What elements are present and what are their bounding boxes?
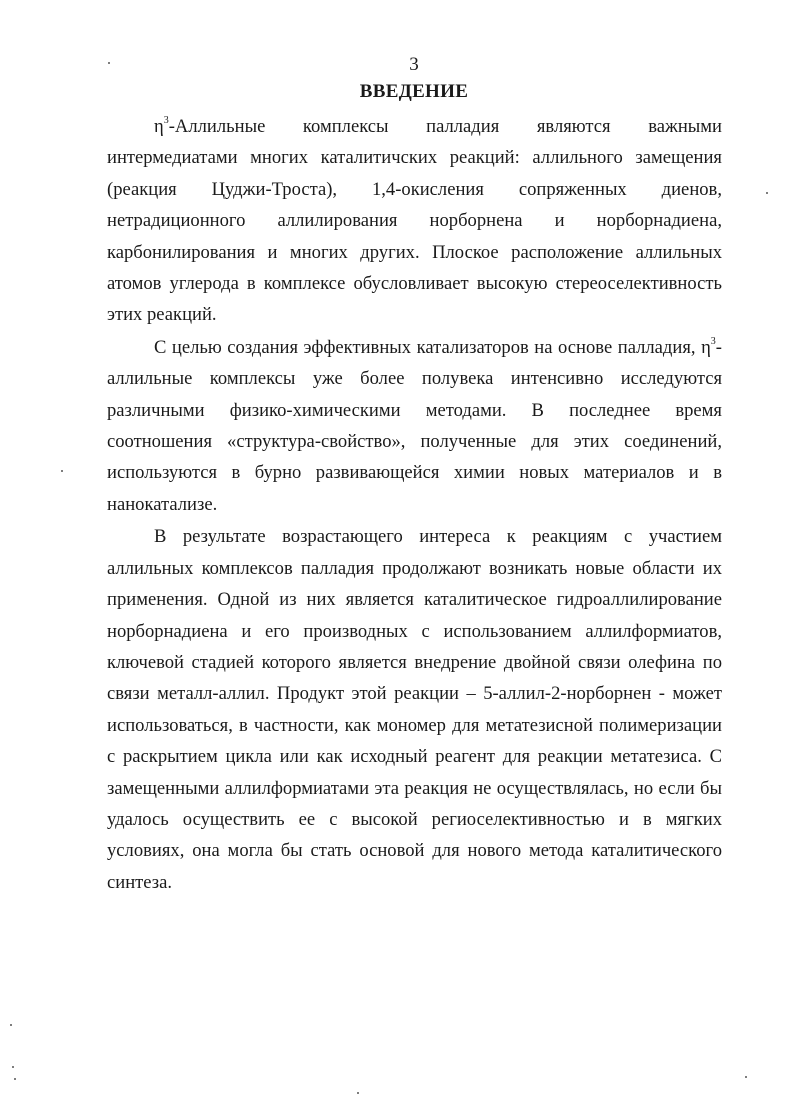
hapticity-superscript: 3 — [710, 335, 716, 347]
scan-speck — [766, 192, 768, 194]
paragraph-2 — [107, 332, 722, 520]
scan-speck — [357, 1092, 359, 1094]
scan-speck — [745, 1076, 747, 1078]
section-title: ВВЕДЕНИЕ — [359, 81, 469, 102]
paragraph-3-text: В результате возрастающего интереса к реакциям с участием аллильных комплексов палладия продолжают возникать новые области их применения. Одной из них является каталитическое гидроаллилирование норборнадиена и его производных с использованием аллилформиатов, ключевой стадией которого является внедрение двойной связи олефина по связи металл-аллил. Продукт этой реакции – 5-аллил-2-норборнен - может использоваться, в частности, как мономер для метатезисной полимеризации с раскрытием цикла или как исходный реагент для реакции метатезиса. С замещенными аллилформиатами эта реакция не осуществлялась, но если бы удалось осуществить ее с высокой региоселективностью и в мягких условиях, она могла бы стать основой для нового метода каталитического синтеза. — [107, 526, 722, 893]
hapticity-superscript: 3 — [163, 114, 169, 126]
scan-speck — [14, 1078, 16, 1080]
paragraph-2-lead: С целью создания эффективных катализаторов на основе палладия, — [154, 336, 702, 358]
scan-speck — [10, 1024, 12, 1026]
paragraph-1-text: -Аллильные комплексы палладия являются важными интермедиатами многих каталитичских реакций: аллильного замещения (реакция Цуджи-Троста), 1,4-окисления сопряженных диенов, нетрадиционного аллилирования норборнена и норборнадиена, карбонилирования и многих других. Плоское расположение аллильных атомов углерода в комплексе обусловливает высокую стереоселективность этих реакций. — [107, 116, 722, 326]
scan-speck — [12, 1066, 14, 1068]
paragraph-3 — [107, 521, 722, 898]
page-number: 3 — [409, 54, 419, 75]
eta-symbol: η — [154, 116, 164, 137]
body-text — [107, 111, 722, 899]
scan-speck — [108, 62, 110, 64]
paragraph-2-text: -аллильные комплексы уже более полувека интенсивно исследуются различными физико-химическими методами. В последнее время соотношения «структура-свойство», полученные для этих соединений, используются в бурно развивающейся химии новых материалов и в нанокатализе. — [107, 336, 722, 515]
scan-speck — [61, 470, 63, 472]
eta-symbol: η — [701, 336, 711, 358]
paragraph-1 — [107, 111, 722, 331]
